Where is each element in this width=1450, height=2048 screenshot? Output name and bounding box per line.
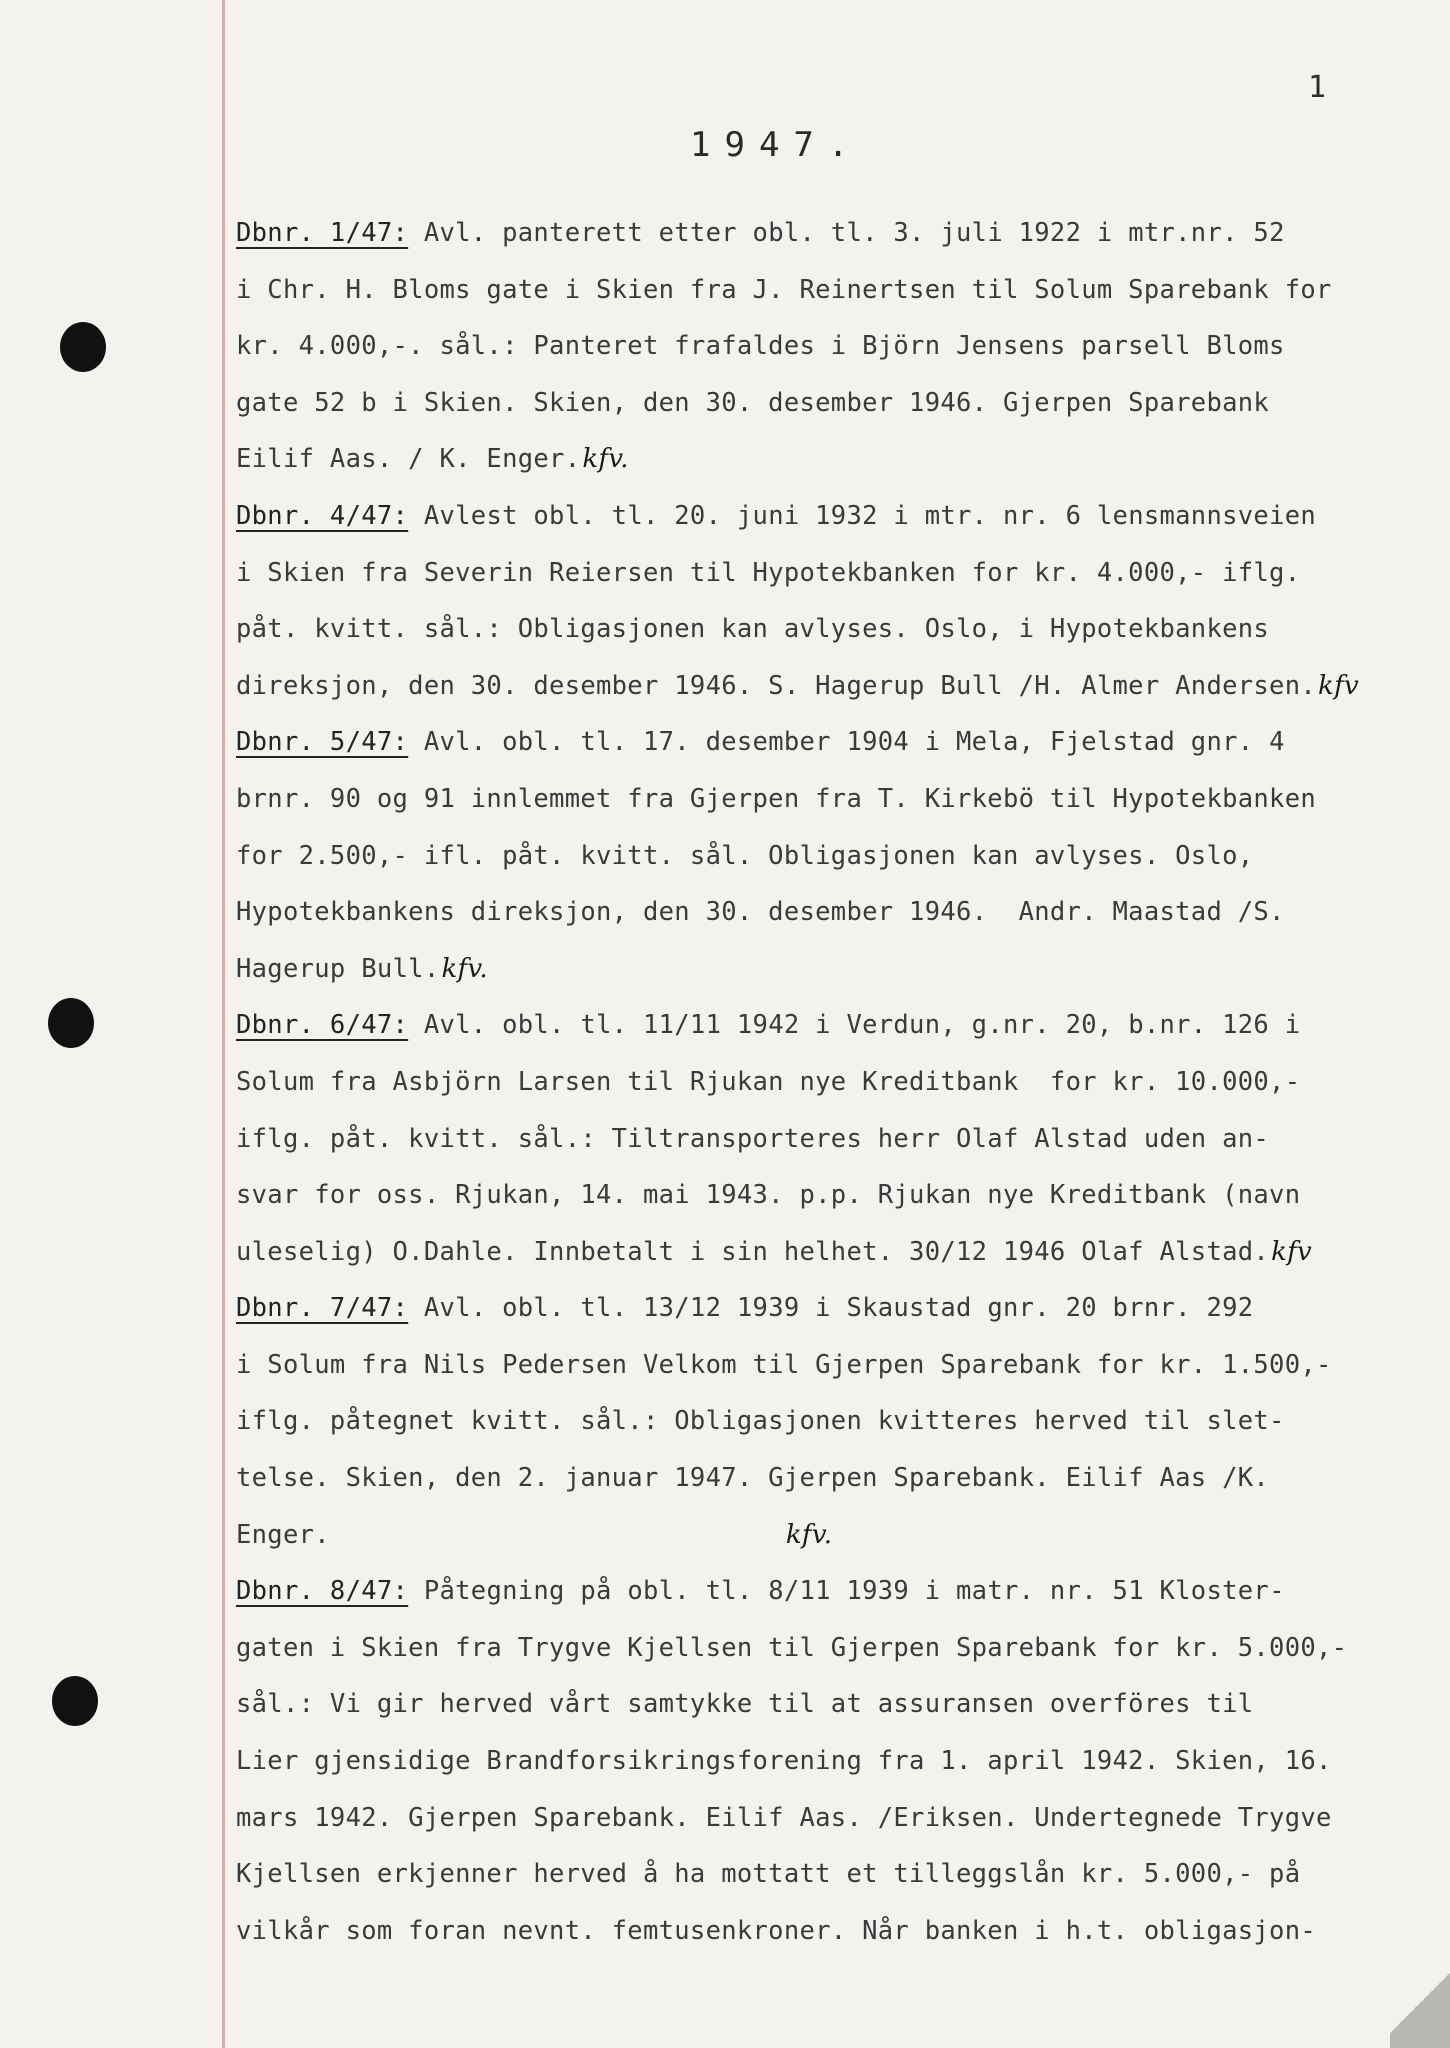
text-line — [236, 1790, 1446, 1847]
text-line — [236, 1450, 1446, 1507]
text-line — [236, 771, 1446, 828]
handwritten-initials: kfv. — [582, 444, 629, 475]
entry-reference: Dbnr. 1/47: — [236, 218, 409, 248]
margin-line — [222, 0, 225, 2048]
line-text: iflg. påt. kvitt. sål.: Tiltransporteres herr Olaf Alstad uden an- — [236, 1123, 1270, 1154]
line-text: mars 1942. Gjerpen Sparebank. Eilif Aas. /Eriksen. Undertegnede Trygve — [236, 1802, 1332, 1833]
handwritten-initials: kfv. — [331, 1519, 833, 1550]
line-text: påt. kvitt. sål.: Obligasjonen kan avlyses. Oslo, i Hypotekbankens — [236, 614, 1270, 645]
register-entries — [236, 205, 1446, 1959]
line-text: Avl. obl. tl. 11/11 1942 i Verdun, g.nr. 20, b.nr. 126 i — [408, 1010, 1301, 1041]
text-line — [236, 997, 1446, 1054]
text-line — [236, 545, 1446, 602]
line-text: i Solum fra Nils Pedersen Velkom til Gjerpen Sparebank for kr. 1.500,- — [236, 1349, 1332, 1380]
text-line — [236, 488, 1446, 545]
text-line — [236, 318, 1446, 375]
text-line — [236, 262, 1446, 319]
line-text: gate 52 b i Skien. Skien, den 30. desember 1946. Gjerpen Sparebank — [236, 387, 1270, 418]
line-text: Avl. panterett etter obl. tl. 3. juli 1922 i mtr.nr. 52 — [408, 218, 1285, 248]
line-text: telse. Skien, den 2. januar 1947. Gjerpen Sparebank. Eilif Aas /K. — [236, 1463, 1270, 1494]
text-line — [236, 1167, 1446, 1224]
line-text: Lier gjensidige Brandforsikringsforening fra 1. april 1942. Skien, 16. — [236, 1746, 1332, 1777]
text-line — [236, 1507, 1446, 1564]
line-text: Avl. obl. tl. 13/12 1939 i Skaustad gnr. 20 brnr. 292 — [408, 1293, 1254, 1324]
text-line — [236, 1054, 1446, 1111]
punch-hole — [48, 998, 94, 1048]
year-heading: 1947. — [690, 125, 863, 165]
line-text: gaten i Skien fra Trygve Kjellsen til Gjerpen Sparebank for kr. 5.000,- — [236, 1632, 1348, 1663]
line-text: vilkår som foran nevnt. femtusenkroner. Når banken i h.t. obligasjon- — [236, 1915, 1317, 1946]
line-text: Hypotekbankens direksjon, den 30. desember 1946. Andr. Maastad /S. — [236, 897, 1285, 928]
text-line — [236, 941, 1446, 998]
handwritten-initials: kfv — [1318, 670, 1359, 701]
text-line — [236, 1280, 1446, 1337]
text-line — [236, 1563, 1446, 1620]
line-text: Avlest obl. tl. 20. juni 1932 i mtr. nr. 6 lensmannsveien — [408, 500, 1317, 531]
text-line — [236, 714, 1446, 771]
punch-hole — [52, 1676, 98, 1726]
text-line — [236, 1337, 1446, 1394]
line-text: Enger. — [236, 1519, 330, 1550]
text-line — [236, 431, 1446, 488]
text-line — [236, 601, 1446, 658]
entry-reference: Dbnr. 6/47: — [236, 1010, 409, 1041]
text-line — [236, 1733, 1446, 1790]
page-number: 1 — [1308, 70, 1327, 105]
entry-reference: Dbnr. 5/47: — [236, 727, 409, 758]
line-text: Påtegning på obl. tl. 8/11 1939 i matr. nr. 51 Kloster- — [408, 1576, 1285, 1607]
line-text: uleselig) O.Dahle. Innbetalt i sin helhet. 30/12 1946 Olaf Alstad. — [236, 1236, 1270, 1267]
text-line — [236, 1224, 1446, 1281]
entry-reference: Dbnr. 8/47: — [236, 1576, 409, 1607]
line-text: for 2.500,- ifl. påt. kvitt. sål. Obligasjonen kan avlyses. Oslo, — [236, 840, 1254, 871]
text-line — [236, 205, 1446, 262]
line-text: brnr. 90 og 91 innlemmet fra Gjerpen fra T. Kirkebö til Hypotekbanken — [236, 783, 1317, 814]
line-text: svar for oss. Rjukan, 14. mai 1943. p.p. Rjukan nye Kreditbank (navn — [236, 1180, 1301, 1211]
line-text: iflg. påtegnet kvitt. sål.: Obligasjonen kvitteres herved til slet- — [236, 1406, 1285, 1437]
entry-reference: Dbnr. 4/47: — [236, 500, 409, 531]
text-line — [236, 658, 1446, 715]
text-line — [236, 1393, 1446, 1450]
line-text: i Chr. H. Bloms gate i Skien fra J. Reinertsen til Solum Sparebank for — [236, 274, 1332, 305]
text-line — [236, 375, 1446, 432]
line-text: direksjon, den 30. desember 1946. S. Hagerup Bull /H. Almer Andersen. — [236, 670, 1317, 701]
line-text: Hagerup Bull. — [236, 953, 440, 984]
handwritten-initials: kfv. — [441, 953, 488, 984]
text-line — [236, 1846, 1446, 1903]
line-text: Solum fra Asbjörn Larsen til Rjukan nye Kreditbank for kr. 10.000,- — [236, 1066, 1301, 1097]
handwritten-initials: kfv — [1271, 1236, 1313, 1267]
line-text: i Skien fra Severin Reiersen til Hypotekbanken for kr. 4.000,- iflg. — [236, 557, 1301, 588]
text-line — [236, 1676, 1446, 1733]
text-line — [236, 1903, 1446, 1960]
text-line — [236, 884, 1446, 941]
punch-hole — [60, 322, 106, 372]
line-text: kr. 4.000,-. sål.: Panteret frafaldes i Björn Jensens parsell Bloms — [236, 331, 1285, 362]
text-line — [236, 1111, 1446, 1168]
folded-corner — [1390, 1958, 1450, 2048]
line-text: sål.: Vi gir herved vårt samtykke til at assuransen overföres til — [236, 1689, 1254, 1720]
line-text: Kjellsen erkjenner herved å ha mottatt et tilleggslån kr. 5.000,- på — [236, 1859, 1301, 1890]
entry-reference: Dbnr. 7/47: — [236, 1293, 409, 1324]
text-line — [236, 828, 1446, 885]
line-text: Eilif Aas. / K. Enger. — [236, 444, 581, 475]
text-line — [236, 1620, 1446, 1677]
line-text: Avl. obl. tl. 17. desember 1904 i Mela, Fjelstad gnr. 4 — [408, 727, 1285, 758]
